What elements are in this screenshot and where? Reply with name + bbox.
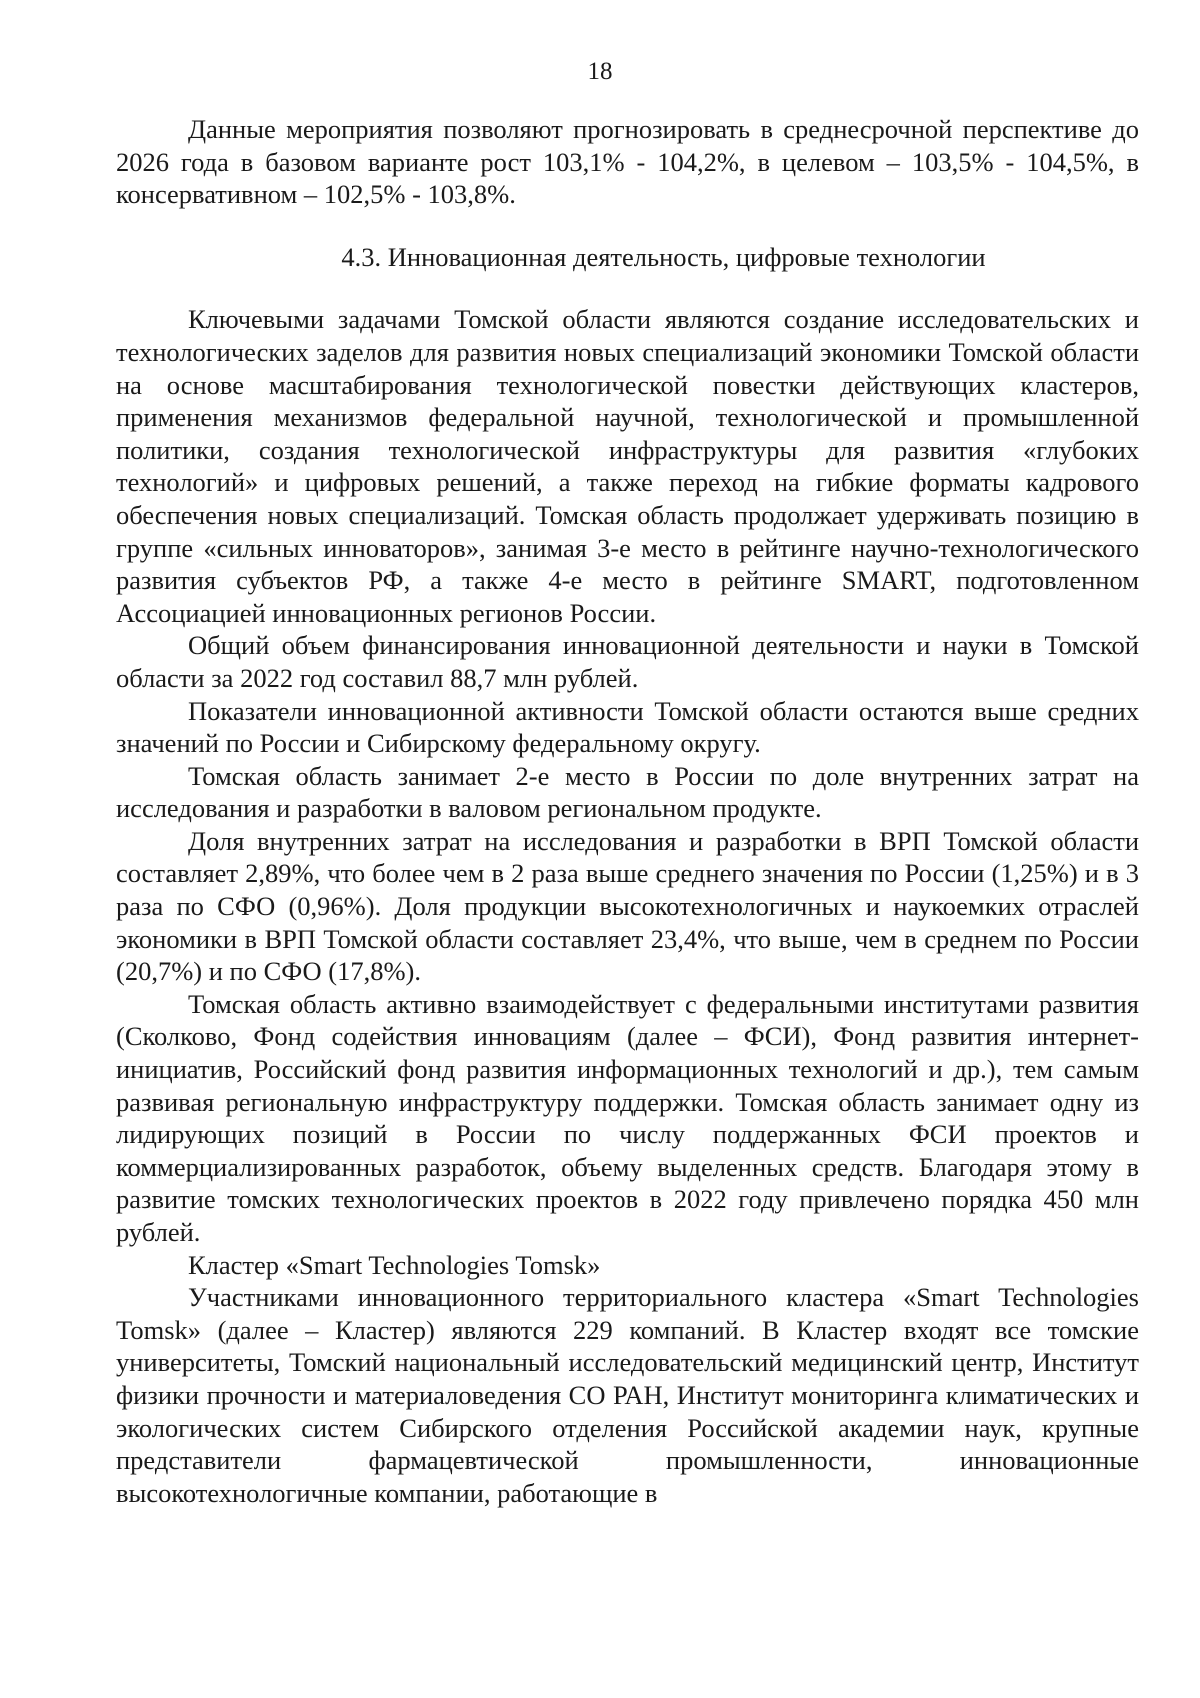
paragraph-financing: Общий объем финансирования инновационной деятельности и науки в Томской области за 2022 год составил 88,7 млн рублей. (116, 630, 1139, 693)
paragraph-rd-share: Доля внутренних затрат на исследования и разработки в ВРП Томской области составляет 2,89%, что более чем в 2 раза выше среднего значения по России (1,25%) и в 3 раза по СФО (0,96%). Доля продукции высокотехнологичных и наукоемких отраслей экономики в ВРП Томской области составляет 23,4%, что выше, чем в среднем по России (20,7%) и по СФО (17,8%). (116, 825, 1139, 987)
section-heading: 4.3. Инновационная деятельность, цифровые технологии (341, 241, 986, 272)
paragraph-cluster-title: Кластер «Smart Technologies Tomsk» (188, 1249, 601, 1280)
page-body (116, 113, 1139, 1509)
paragraph-cluster-members: Участниками инновационного территориального кластера «Smart Technologies Tomsk» (далее – Кластер) являются 229 компаний. В Кластер входят все томские университеты, Томский национальный исследовательский медицинский центр, Институт физики прочности и материаловедения СО РАН, Институт мониторинга климатических и экологических систем Сибирского отделения Российской академии наук, крупные представители фармацевтической промышленности, инновационные высокотехнологичные компании, работающие в (116, 1282, 1139, 1508)
page-number: 18 (587, 58, 613, 85)
paragraph-forecast: Данные мероприятия позволяют прогнозировать в среднесрочной перспективе до 2026 года в базовом варианте рост 103,1% - 104,2%, в целевом – 103,5% - 104,5%, в консервативном – 102,5% - 103,8%. (116, 114, 1139, 210)
paragraph-federal-institutions: Томская область активно взаимодействует с федеральными институтами развития (Сколково, Фонд содействия инновациям (далее – ФСИ), Фонд развития интернет-инициатив, Российский фонд развития информационных технологий и др.), тем самым развивая региональную инфраструктуру поддержки. Томская область занимает одну из лидирующих позиций в России по числу поддержанных ФСИ проектов и коммерциализированных разработок, объему выделенных средств. Благодаря этому в развитие томских технологических проектов в 2022 году привлечено порядка 450 млн рублей. (116, 988, 1139, 1247)
paragraph-key-tasks: Ключевыми задачами Томской области являются создание исследовательских и технологических заделов для развития новых специализаций экономики Томской области на основе масштабирования технологической повестки действующих кластеров, применения механизмов федеральной научной, технологической и промышленной политики, создания технологической инфраструктуры для развития «глубоких технологий» и цифровых решений, а также переход на гибкие форматы кадрового обеспечения новых специализаций. Томская область продолжает удерживать позицию в группе «сильных инноваторов», занимая 3-е место в рейтинге научно-технологического развития субъектов РФ, а также 4-е место в рейтинге SMART, подготовленном Ассоциацией инновационных регионов России. (116, 304, 1139, 628)
paragraph-rd-rank: Томская область занимает 2-е место в России по доле внутренних затрат на исследования и разработки в валовом региональном продукте. (116, 760, 1139, 824)
paragraph-innovation-indicators: Показатели инновационной активности Томской области остаются выше средних значений по России и Сибирскому федеральному округу. (116, 695, 1139, 759)
